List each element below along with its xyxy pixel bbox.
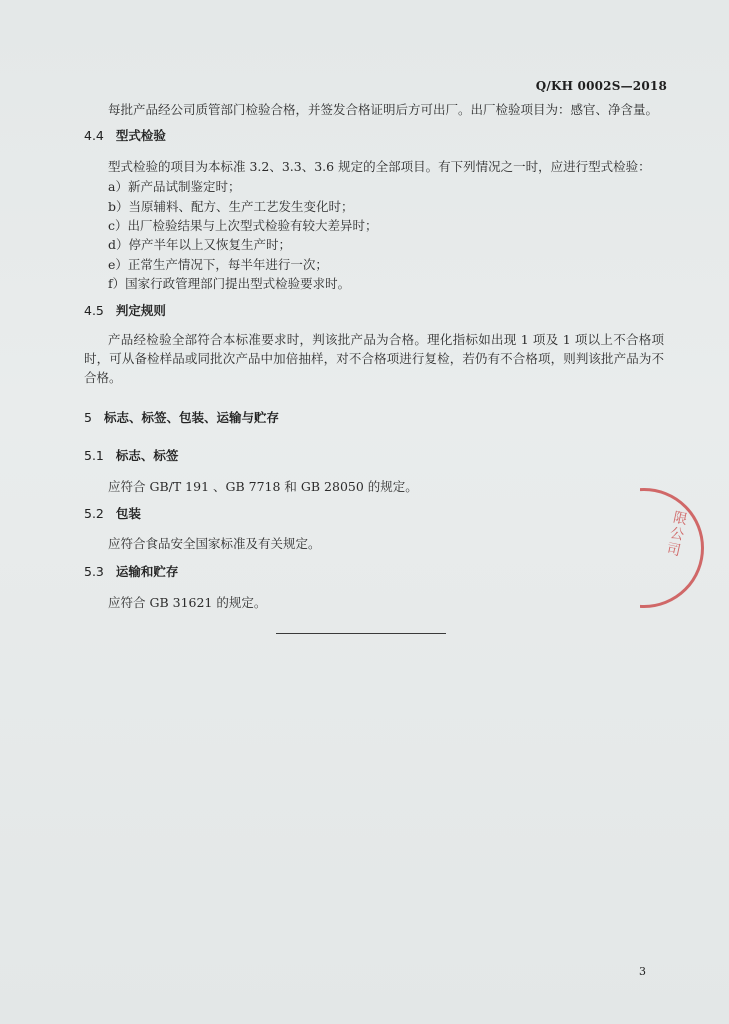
end-rule [276, 633, 446, 634]
section-5-3-heading [84, 562, 178, 580]
list-item: f）国家行政管理部门提出型式检验要求时。 [108, 276, 351, 291]
list-item: c）出厂检验结果与上次型式检验有较大差异时； [108, 218, 378, 233]
section-number: 5.3 [84, 564, 104, 579]
section-number: 5.1 [84, 448, 104, 463]
section-4-5-paragraph: 产品经检验全部符合本标准要求时，判该批产品为合格。理化指标如出现 1 项及 1 项以上不合格项时，可从备检样品或同批次产品中加倍抽样，对不合格项进行复检，若仍有不合格项，则判该批产品为不合格。 [84, 332, 664, 385]
section-number: 4.4 [84, 128, 104, 143]
section-number: 4.5 [84, 303, 104, 318]
section-title: 标志、标签、包装、运输与贮存 [103, 410, 279, 425]
section-5-3-text: 应符合 GB 31621 的规定。 [108, 595, 267, 610]
section-4-4-paragraph: 型式检验的项目为本标准 3.2、3.3、3.6 规定的全部项目。有下列情况之一时，应进行型式检验： [108, 159, 651, 174]
page-number: 3 [639, 965, 646, 978]
section-number: 5.2 [84, 506, 104, 521]
list-item: b）当原辅料、配方、生产工艺发生变化时； [108, 199, 354, 214]
section-title: 运输和贮存 [115, 564, 179, 579]
section-title: 标志、标签 [115, 448, 179, 463]
section-title: 型式检验 [115, 128, 166, 143]
seal-text: 限公司 [663, 508, 689, 560]
list-item: d）停产半年以上又恢复生产时； [108, 237, 292, 252]
list-item: e）正常生产情况下，每半年进行一次； [108, 257, 328, 272]
company-seal [640, 488, 710, 608]
section-5-1-text: 应符合 GB/T 191 、GB 7718 和 GB 28050 的规定。 [108, 479, 418, 494]
intro-line: 每批产品经公司质管部门检验合格，并签发合格证明后方可出厂。出厂检验项目为：感官、净含量。 [108, 102, 659, 117]
section-5-2-text: 应符合食品安全国家标准及有关规定。 [108, 536, 321, 551]
section-title: 包装 [115, 506, 141, 521]
section-5-1-heading [84, 446, 178, 464]
section-4-4-heading [84, 126, 166, 144]
section-title: 判定规则 [115, 303, 166, 318]
document-code: Q/KH 0002S—2018 [535, 79, 667, 93]
section-5-heading [84, 408, 279, 426]
section-5-2-heading [84, 504, 141, 522]
list-item: a）新产品试制鉴定时； [108, 179, 241, 194]
section-4-5-heading [84, 301, 166, 319]
section-number: 5 [84, 410, 92, 425]
